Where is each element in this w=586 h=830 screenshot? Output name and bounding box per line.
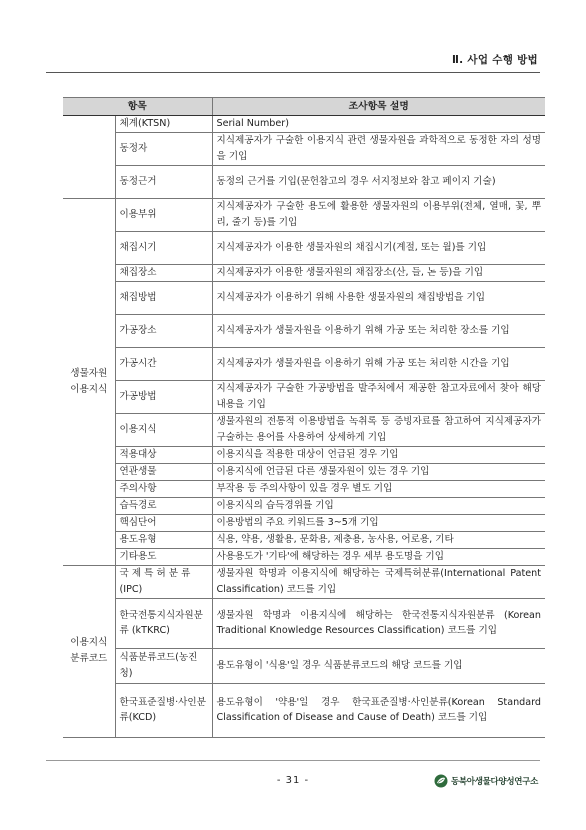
table-row [63, 683, 545, 737]
table-row [63, 165, 545, 198]
section-title: Ⅱ. 사업 수행 방법 [451, 54, 538, 66]
table-row [63, 347, 545, 380]
row-description: 이용지식에 언급된 다른 생물자원이 있는 경우 기입 [212, 463, 545, 480]
row-item: 주의사항 [115, 480, 212, 497]
table-row [63, 314, 545, 347]
row-description: 지식제공자가 생물자원을 이용하기 위해 가공 또는 처리한 시간을 기입 [212, 347, 545, 380]
group-bio-knowledge: 생물자원 이용지식 [63, 198, 115, 565]
row-item: 한국표준질병·사인분류(KCD) [115, 683, 212, 737]
row-description: 동정의 근거를 기입(문헌참고의 경우 서지정보와 참고 페이지 기술) [212, 165, 545, 198]
row-description: 이용지식의 습득경위를 기입 [212, 497, 545, 514]
table-row [63, 264, 545, 281]
row-description: 지식제공자가 구술한 이용지식 관련 생물자원을 과학적으로 동정한 자의 성명을 기입 [212, 132, 545, 165]
table-row [63, 231, 545, 264]
table-row [63, 446, 545, 463]
row-item: 적용대상 [115, 446, 212, 463]
table-row [63, 497, 545, 514]
row-description: 생물자원 학명과 이용지식에 해당하는 한국전통지식자원분류 (Korean Traditional Knowledge Resources Classification) 코드를 기입 [212, 598, 545, 648]
row-description: 식용, 약용, 생활용, 문화용, 제충용, 농사용, 어로용, 기타 [212, 531, 545, 548]
row-description: 이용지식을 적용한 대상이 언급된 경우 기입 [212, 446, 545, 463]
row-description: Serial Number) [212, 116, 545, 133]
row-item: 이용부위 [115, 198, 212, 231]
row-item: 한국전통지식자원분류 (kTKRC) [115, 598, 212, 648]
row-description: 용도유형이 '식용'일 경우 식품분류코드의 해당 코드를 기입 [212, 648, 545, 683]
row-item: 가공장소 [115, 314, 212, 347]
leaf-logo-icon [434, 774, 448, 788]
table-row [63, 598, 545, 648]
row-description: 지식제공자가 이용한 생물자원의 채집시기(계절, 또는 월)를 기입 [212, 231, 545, 264]
row-item: 연관생물 [115, 463, 212, 480]
row-item: 동정자 [115, 132, 212, 165]
header-description: 조사항목 설명 [212, 98, 545, 116]
row-item: 핵심단어 [115, 514, 212, 531]
row-description: 생물자원의 전통적 이용방법을 녹취록 등 증빙자료를 참고하여 지식제공자가 구술하는 용어를 사용하여 상세하게 기입 [212, 413, 545, 446]
survey-items-table [63, 97, 545, 738]
row-item: 국 제 특 허 분 류 (IPC) [115, 565, 212, 598]
row-item: 가공방법 [115, 380, 212, 413]
table-row [63, 198, 545, 231]
table-row [63, 413, 545, 446]
page-number: - 31 - [276, 775, 310, 786]
table-row [63, 514, 545, 531]
footer-rule [46, 760, 540, 761]
row-description: 용도유형이 '약용'일 경우 한국표준질병·사인분류(Korean Standard Classification of Disease and Cause of Death) 코드를 기입 [212, 683, 545, 737]
table-row [63, 132, 545, 165]
row-description: 지식제공자가 구술한 용도에 활용한 생물자원의 이용부위(전체, 열매, 꽃, 뿌리, 줄기 등)를 기입 [212, 198, 545, 231]
row-item: 채집장소 [115, 264, 212, 281]
row-item: 동정근거 [115, 165, 212, 198]
table-row [63, 648, 545, 683]
row-description: 지식제공자가 구술한 가공방법을 발주처에서 제공한 참고자료에서 찾아 해당 내용을 기입 [212, 380, 545, 413]
row-item: 체계(KTSN) [115, 116, 212, 133]
org-name: 동북아생물다양성연구소 [450, 777, 538, 787]
row-item: 가공시간 [115, 347, 212, 380]
table-row [63, 463, 545, 480]
row-item: 채집시기 [115, 231, 212, 264]
header-rule [46, 72, 540, 73]
row-item: 습득경로 [115, 497, 212, 514]
row-description: 부작용 등 주의사항이 있을 경우 별도 기입 [212, 480, 545, 497]
table-row [63, 380, 545, 413]
org-logo [434, 774, 538, 788]
table-row [63, 281, 545, 314]
row-description: 지식제공자가 이용한 생물자원의 채집장소(산, 들, 논 등)을 기입 [212, 264, 545, 281]
row-description: 생물자원 학명과 이용지식에 해당하는 국제특허분류(International Patent Classification) 코드를 기입 [212, 565, 545, 598]
table-row [63, 531, 545, 548]
row-item: 이용지식 [115, 413, 212, 446]
table-row [63, 565, 545, 598]
group-cell-empty [63, 116, 115, 199]
table-row [63, 116, 545, 133]
table-row [63, 480, 545, 497]
row-item: 기타용도 [115, 548, 212, 565]
table-header-row [63, 98, 545, 116]
row-description: 사용용도가 '기타'에 해당하는 경우 세부 용도명을 기입 [212, 548, 545, 565]
row-item: 용도유형 [115, 531, 212, 548]
table-row [63, 548, 545, 565]
row-item: 채집방법 [115, 281, 212, 314]
row-item: 식품분류코드(농진청) [115, 648, 212, 683]
header-item: 항목 [63, 98, 212, 116]
row-description: 지식제공자가 생물자원을 이용하기 위해 가공 또는 처리한 장소를 기입 [212, 314, 545, 347]
group-classification: 이용지식 분류코드 [63, 565, 115, 737]
row-description: 지식제공자가 이용하기 위해 사용한 생물자원의 채집방법을 기입 [212, 281, 545, 314]
row-description: 이용방법의 주요 키워드를 3~5개 기입 [212, 514, 545, 531]
